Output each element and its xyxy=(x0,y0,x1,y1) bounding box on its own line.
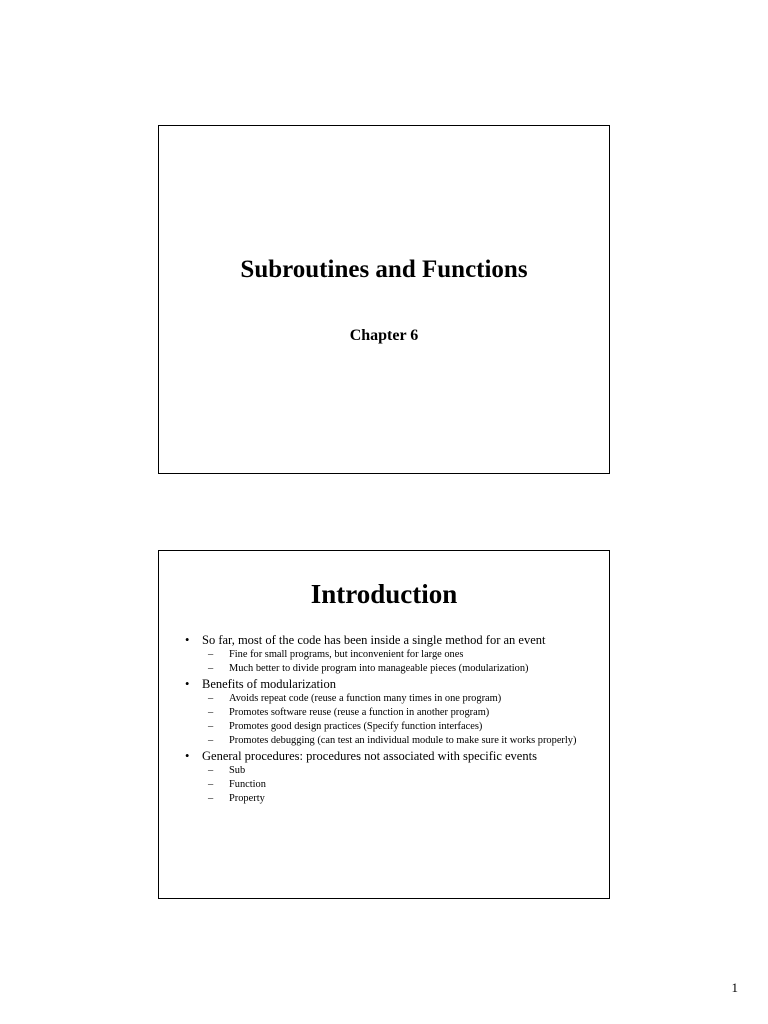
bullet-item xyxy=(185,676,595,748)
sub-bullet-text: Promotes software reuse (reuse a function in another program) xyxy=(229,707,490,718)
slide-subtitle-chapter: Chapter 6 xyxy=(349,327,419,344)
slide-introduction xyxy=(158,550,610,899)
sub-bullet-text: Property xyxy=(229,793,265,804)
sub-bullet-text: Sub xyxy=(229,765,246,776)
sub-bullet-marker: – xyxy=(208,693,214,704)
page-number: 1 xyxy=(731,980,738,995)
bullet-marker: • xyxy=(185,749,190,763)
sub-bullet-item xyxy=(208,734,595,748)
sub-bullet-text: Much better to divide program into manageable pieces (modularization) xyxy=(229,663,529,674)
sub-bullet-marker: – xyxy=(208,707,214,718)
sub-bullet-text: Promotes good design practices (Specify function interfaces) xyxy=(229,721,483,732)
sub-bullet-item xyxy=(208,648,595,662)
bullet-text: General procedures: procedures not associated with specific events xyxy=(202,749,537,763)
sub-bullet-text: Avoids repeat code (reuse a function many times in one program) xyxy=(229,693,502,704)
sub-bullet-text: Promotes debugging (can test an individual module to make sure it works properly) xyxy=(229,735,577,746)
sub-bullet-item xyxy=(208,764,595,778)
bullet-list xyxy=(185,632,595,806)
bullet-item xyxy=(185,748,595,806)
sub-bullet-item xyxy=(208,692,595,706)
sub-bullet-item xyxy=(208,706,595,720)
sub-bullet-marker: – xyxy=(208,735,214,746)
sub-bullet-list xyxy=(202,648,595,676)
sub-bullet-marker: – xyxy=(208,765,214,776)
bullet-item xyxy=(185,632,595,676)
sub-bullet-text: Function xyxy=(229,779,266,790)
bullet-marker: • xyxy=(185,677,190,691)
bullet-marker: • xyxy=(185,633,190,647)
sub-bullet-marker: – xyxy=(208,649,214,660)
introduction-heading: Introduction xyxy=(310,579,458,609)
slide-title-heading: Subroutines and Functions xyxy=(240,256,528,283)
sub-bullet-list xyxy=(202,764,595,806)
sub-bullet-item xyxy=(208,662,595,676)
bullet-text: So far, most of the code has been inside a single method for an event xyxy=(202,633,546,647)
sub-bullet-marker: – xyxy=(208,779,214,790)
sub-bullet-item xyxy=(208,792,595,806)
sub-bullet-marker: – xyxy=(208,793,214,804)
sub-bullet-marker: – xyxy=(208,663,214,674)
slide-title xyxy=(158,125,610,474)
sub-bullet-text: Fine for small programs, but inconvenient for large ones xyxy=(229,649,464,660)
sub-bullet-item xyxy=(208,720,595,734)
sub-bullet-marker: – xyxy=(208,721,214,732)
sub-bullet-item xyxy=(208,778,595,792)
bullet-text: Benefits of modularization xyxy=(202,677,336,691)
sub-bullet-list xyxy=(202,692,595,748)
